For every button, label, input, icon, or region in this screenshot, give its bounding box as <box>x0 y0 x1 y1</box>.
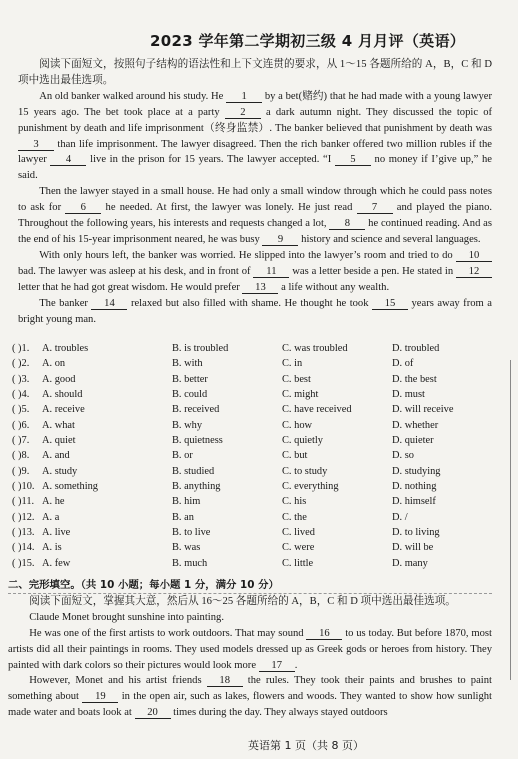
answer-blank: 6 <box>65 202 101 214</box>
option-c: C. to study <box>282 465 328 477</box>
answer-blank: 20 <box>135 707 171 719</box>
option-c: C. best <box>282 373 311 385</box>
option-b: B. anything <box>172 481 221 493</box>
option-a: A. study <box>42 465 78 477</box>
option-b: B. could <box>172 389 208 401</box>
option-b: B. studied <box>172 465 215 477</box>
option-row <box>12 389 492 404</box>
option-row <box>12 358 492 373</box>
question-number: ( )13. <box>12 527 35 539</box>
answer-blank: 18 <box>207 675 243 687</box>
option-row <box>12 512 492 527</box>
option-b: B. an <box>172 511 194 523</box>
option-a: A. on <box>42 358 66 370</box>
question-number: ( )9. <box>12 465 30 477</box>
option-a: A. and <box>42 450 70 462</box>
option-row <box>12 435 492 450</box>
question-number: ( )1. <box>12 343 30 354</box>
option-row <box>12 558 492 573</box>
option-a: A. troubles <box>42 343 89 354</box>
option-d: D. will be <box>392 542 434 554</box>
answer-blank: 14 <box>91 298 127 310</box>
option-row <box>12 527 492 542</box>
option-c: C. his <box>282 496 307 508</box>
option-d: D. the best <box>392 373 437 385</box>
option-row <box>12 404 492 419</box>
question-number: ( )7. <box>12 435 30 447</box>
option-c: C. everything <box>282 481 339 493</box>
answer-blank: 5 <box>335 154 371 166</box>
answer-blank: 12 <box>456 266 492 278</box>
answer-blank: 4 <box>50 154 86 166</box>
option-b: B. is troubled <box>172 343 229 354</box>
option-b: B. much <box>172 557 208 569</box>
passage-paragraph-1: An old banker walked around his study. He 1 by a bet(赌约) that he had made with a young lawyer 15 years ago. The bet took place at a party 2 a dark autumn night. They discussed the topic of punishment by death and life imprisonment（终身监禁）. The banker believed that punishment by death was 3 than life imprisonment. The lawyer disagreed. Then the rich banker offered two million rubles if the lawyer 4 live in the prison for 15 years. The lawyer accepted. “I 5 no money if I’give up,” he said. <box>18 90 493 182</box>
option-b: B. why <box>172 419 203 431</box>
option-row <box>12 374 492 389</box>
option-c: C. the <box>282 511 307 523</box>
option-a: A. receive <box>42 404 85 416</box>
option-a: A. something <box>42 481 98 493</box>
answer-blank: 13 <box>242 282 278 294</box>
option-d: D. will receive <box>392 404 454 416</box>
answer-blank: 9 <box>262 234 298 246</box>
section-instructions: 阅读下面短文，按照句子结构的语法性和上下文连贯的要求，从 1～15 各题所给的 A，B，C 和 D 项中选出最佳选项。 <box>18 59 492 86</box>
reading-section <box>18 57 492 327</box>
page-title: 2023 学年第二学期初三级 4 月月评（英语） <box>150 32 466 50</box>
option-d: D. many <box>392 557 428 569</box>
option-a: A. should <box>42 389 83 401</box>
answer-blank: 17 <box>259 660 295 672</box>
option-d: D. whether <box>392 419 439 431</box>
option-b: B. was <box>172 542 201 554</box>
option-a: A. good <box>42 373 76 385</box>
question-number: ( )11. <box>12 496 35 508</box>
option-b: B. quietness <box>172 435 223 447</box>
option-b: B. to live <box>172 527 211 539</box>
option-b: B. with <box>172 358 203 370</box>
cloze-paragraph-2: However, Monet and his artist friends 18 the rules. They took their paints and brushes to paint something about 19 in the open air, such as lakes, flowers and woods. They wanted to show how sunlight made water and boats look at 20 times during the day. They always stayed outdoors <box>8 675 493 719</box>
option-row <box>12 481 492 496</box>
passage-title: Claude Monet brought sunshine into painting. <box>29 611 224 623</box>
question-number: ( )15. <box>12 557 35 569</box>
option-b: B. or <box>172 450 193 462</box>
answer-blank: 7 <box>357 202 393 214</box>
option-a: A. is <box>42 542 62 554</box>
question-number: ( )8. <box>12 450 30 462</box>
option-d: D. so <box>392 450 414 462</box>
option-a: A. few <box>42 557 71 569</box>
passage-paragraph-2: Then the lawyer stayed in a small house. He had only a small window through which he could pass notes to ask for 6 he needed. At first, the lawyer was lonely. He just read 7 and played the piano. Throughout the following years, his interests and requests changed a lot, 8 he continued reading. And as the end of his 15-year imprisonment neared, he was busy 9 history and science and several languages. <box>18 186 493 245</box>
binding-margin-line <box>510 360 511 680</box>
passage-paragraph-3: With only hours left, the banker was worried. He slipped into the lawyer’s room and tried to do 10 bad. The lawyer was asleep at his desk, and in front of 11 was a letter beside a pen. He stated in 12 letter that he had got great wisdom. He would prefer 13 a life without any wealth. <box>18 248 492 296</box>
option-c: C. might <box>282 389 319 401</box>
question-number: ( )5. <box>12 404 30 416</box>
answer-blank: 16 <box>306 628 342 640</box>
cloze-section <box>8 578 492 721</box>
answer-blank: 2 <box>225 107 261 119</box>
question-number: ( )12. <box>12 511 35 523</box>
option-a: A. quiet <box>42 435 76 447</box>
option-c: C. lived <box>282 527 315 539</box>
option-row <box>12 542 492 557</box>
option-row <box>12 466 492 481</box>
answer-blank: 3 <box>18 139 54 151</box>
answer-blank: 8 <box>329 218 365 230</box>
question-number: ( )4. <box>12 389 30 401</box>
answer-blank: 11 <box>253 266 289 278</box>
option-a: A. what <box>42 419 75 431</box>
option-c: C. have received <box>282 404 352 416</box>
option-d: D. troubled <box>392 343 440 354</box>
option-d: D. must <box>392 389 425 401</box>
cloze-paragraph-1: He was one of the first artists to work outdoors. That may sound 16 to us today. But before 1870, most artists did all their paintings in rooms. They used models dressed up as Greek gods or heroes from history. They painted with dark colors so their pictures would look more 17 . <box>8 627 492 671</box>
option-d: D. nothing <box>392 481 437 493</box>
option-c: C. in <box>282 358 303 370</box>
option-row <box>12 420 492 435</box>
question-number: ( )3. <box>12 373 30 385</box>
option-c: C. but <box>282 450 308 462</box>
option-c: C. how <box>282 419 313 431</box>
question-number: ( )14. <box>12 542 35 554</box>
section-heading: 二、完形填空。（共 10 小题；每小题 1 分，满分 10 分） <box>8 579 279 591</box>
answer-blank: 10 <box>456 250 492 262</box>
page-footer: 英语第 1 页（共 8 页） <box>248 739 364 752</box>
option-d: D. quieter <box>392 435 434 447</box>
option-c: C. little <box>282 557 314 569</box>
option-b: B. better <box>172 373 208 385</box>
question-number: ( )10. <box>12 481 35 493</box>
option-a: A. live <box>42 527 71 539</box>
passage-paragraph-4: The banker 14 relaxed but also filled with shame. He thought he took 15 years away from a bright young man. <box>18 297 492 325</box>
option-c: C. was troubled <box>282 343 348 354</box>
option-c: C. were <box>282 542 315 554</box>
question-number: ( )2. <box>12 358 30 370</box>
option-a: A. a <box>42 511 60 523</box>
section-instructions-2: 阅读下面短文，掌握其大意，然后从 16～25 各题所给的 A，B，C 和 D 项中选出最佳选项。 <box>29 595 456 607</box>
option-a: A. he <box>42 496 65 508</box>
option-d: D. to living <box>392 527 440 539</box>
option-b: B. him <box>172 496 201 508</box>
answer-blank: 1 <box>226 91 262 103</box>
option-row <box>12 496 492 511</box>
option-d: D. himself <box>392 496 436 508</box>
option-d: D. of <box>392 358 414 370</box>
option-d: D. / <box>392 511 408 523</box>
answer-blank: 15 <box>372 298 408 310</box>
answer-blank: 19 <box>82 691 118 703</box>
option-row <box>12 343 492 358</box>
option-row <box>12 450 492 465</box>
options-list <box>12 343 492 573</box>
option-d: D. studying <box>392 465 441 477</box>
option-c: C. quietly <box>282 435 323 447</box>
question-number: ( )6. <box>12 419 30 431</box>
option-b: B. received <box>172 404 220 416</box>
